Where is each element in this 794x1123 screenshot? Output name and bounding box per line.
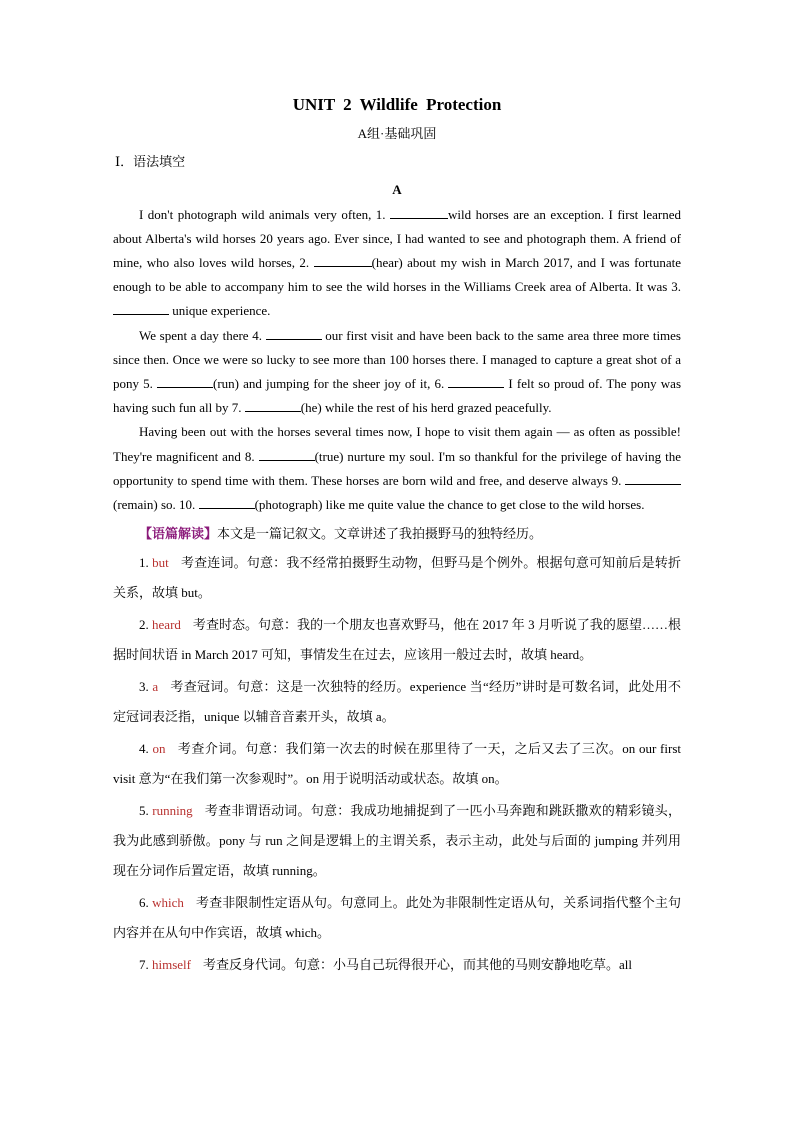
answer-key-7: himself xyxy=(152,957,191,973)
analysis-intro: 【语篇解读】本文是一篇记叙文。文章讲述了我拍摄野马的独特经历。 xyxy=(139,526,543,542)
blank-6[interactable] xyxy=(448,374,504,388)
answer-item-1: 1. but 考查连词。句意：我不经常拍摄野生动物，但野马是个例外。根据句意可知前后是转折关系，故填 but。 xyxy=(113,555,681,601)
passage-paragraph-2: We spent a day there 4. our first visit and have been back to the same area three more times since then. Once we were so lucky to see more than 100 horses there. I managed to capture a great shot of a pony 5. (run) and jumping for the sheer joy of it, 6. I felt so proud of. The pony was having such fun all by 7. (he) while the rest of his herd grazed peacefully. xyxy=(113,327,682,416)
passage-paragraph-3: Having been out with the horses several times now, I hope to visit them again — as often as possible! They're magnificent and 8. (true) nurture my soul. I'm so thankful for the privilege of having the opportunity to spend time with them. These horses are born wild and free, and deserve always 9. (remain) so. 10. (photograph) like me quite value the chance to get close to the wild horses. xyxy=(113,424,681,513)
unit-title: UNIT 2 Wildlife Protection xyxy=(292,95,502,114)
passage-label: A xyxy=(392,182,402,198)
answer-key-5: running xyxy=(152,803,193,819)
blank-8[interactable] xyxy=(259,447,315,461)
section-heading: Ⅰ．语法填空 xyxy=(115,154,186,170)
blank-2[interactable] xyxy=(314,253,372,267)
answer-item-4: 4. on 考查介词。句意：我们第一次去的时候在那里待了一天，之后又去了三次。on our first visit 意为“在我们第一次参观时”。on 用于说明活动或状态。故填 on。 xyxy=(113,741,681,787)
answer-key-2: heard xyxy=(152,617,181,633)
answer-key-1: but xyxy=(152,555,169,571)
document-body xyxy=(113,90,681,980)
blank-4[interactable] xyxy=(266,326,322,340)
blank-10[interactable] xyxy=(199,495,255,509)
blank-5[interactable] xyxy=(157,374,213,388)
blank-7[interactable] xyxy=(245,398,301,412)
blank-1[interactable] xyxy=(390,205,448,219)
blank-9[interactable] xyxy=(625,471,681,485)
answer-item-3: 3. a 考查冠词。句意：这是一次独特的经历。experience 当“经历”讲时是可数名词，此处用不定冠词表泛指，unique 以辅音音素开头，故填 a。 xyxy=(113,679,681,725)
answer-item-2: 2. heard 考查时态。句意：我的一个朋友也喜欢野马，他在 2017 年 3 月听说了我的愿望……根据时间状语 in March 2017 可知，事情发生在过去，应该用一般过去时，故填 heard。 xyxy=(113,617,682,663)
answer-item-5: 5. running 考查非谓语动词。句意：我成功地捕捉到了一匹小马奔跑和跳跃撒欢的精彩镜头，我为此感到骄傲。pony 与 run 之间是逻辑上的主谓关系，表示主动，此处与后面的 jumping 并列用现在分词作后置定语，故填 running。 xyxy=(113,803,681,879)
group-subtitle: A组·基础巩固 xyxy=(357,126,437,141)
answer-key-3: a xyxy=(152,679,159,695)
analysis-label: 【语篇解读】 xyxy=(139,526,218,542)
answer-key-6: which xyxy=(152,895,184,911)
answer-item-6: 6. which 考查非限制性定语从句。句意同上。此处为非限制性定语从句，关系词指代整个主句内容并在从句中作宾语，故填 which。 xyxy=(113,895,681,941)
passage-paragraph-1: I don't photograph wild animals very often, 1. wild horses are an exception. I first learned about Alberta's wild horses 20 years ago. Ever since, I had wanted to see and photograph them. A friend of mine, who also loves wild horses, 2. (hear) about my wish in March 2017, and I was fortunate enough to be able to accompany him to see the wild horses in the Williams Creek area of Alberta. It was 3. unique experience. xyxy=(113,206,681,319)
blank-3[interactable] xyxy=(113,301,169,315)
answer-key-4: on xyxy=(152,741,166,757)
answer-item-7: 7. himself 考查反身代词。句意：小马自己玩得很开心，而其他的马则安静地吃草。all xyxy=(139,957,632,973)
